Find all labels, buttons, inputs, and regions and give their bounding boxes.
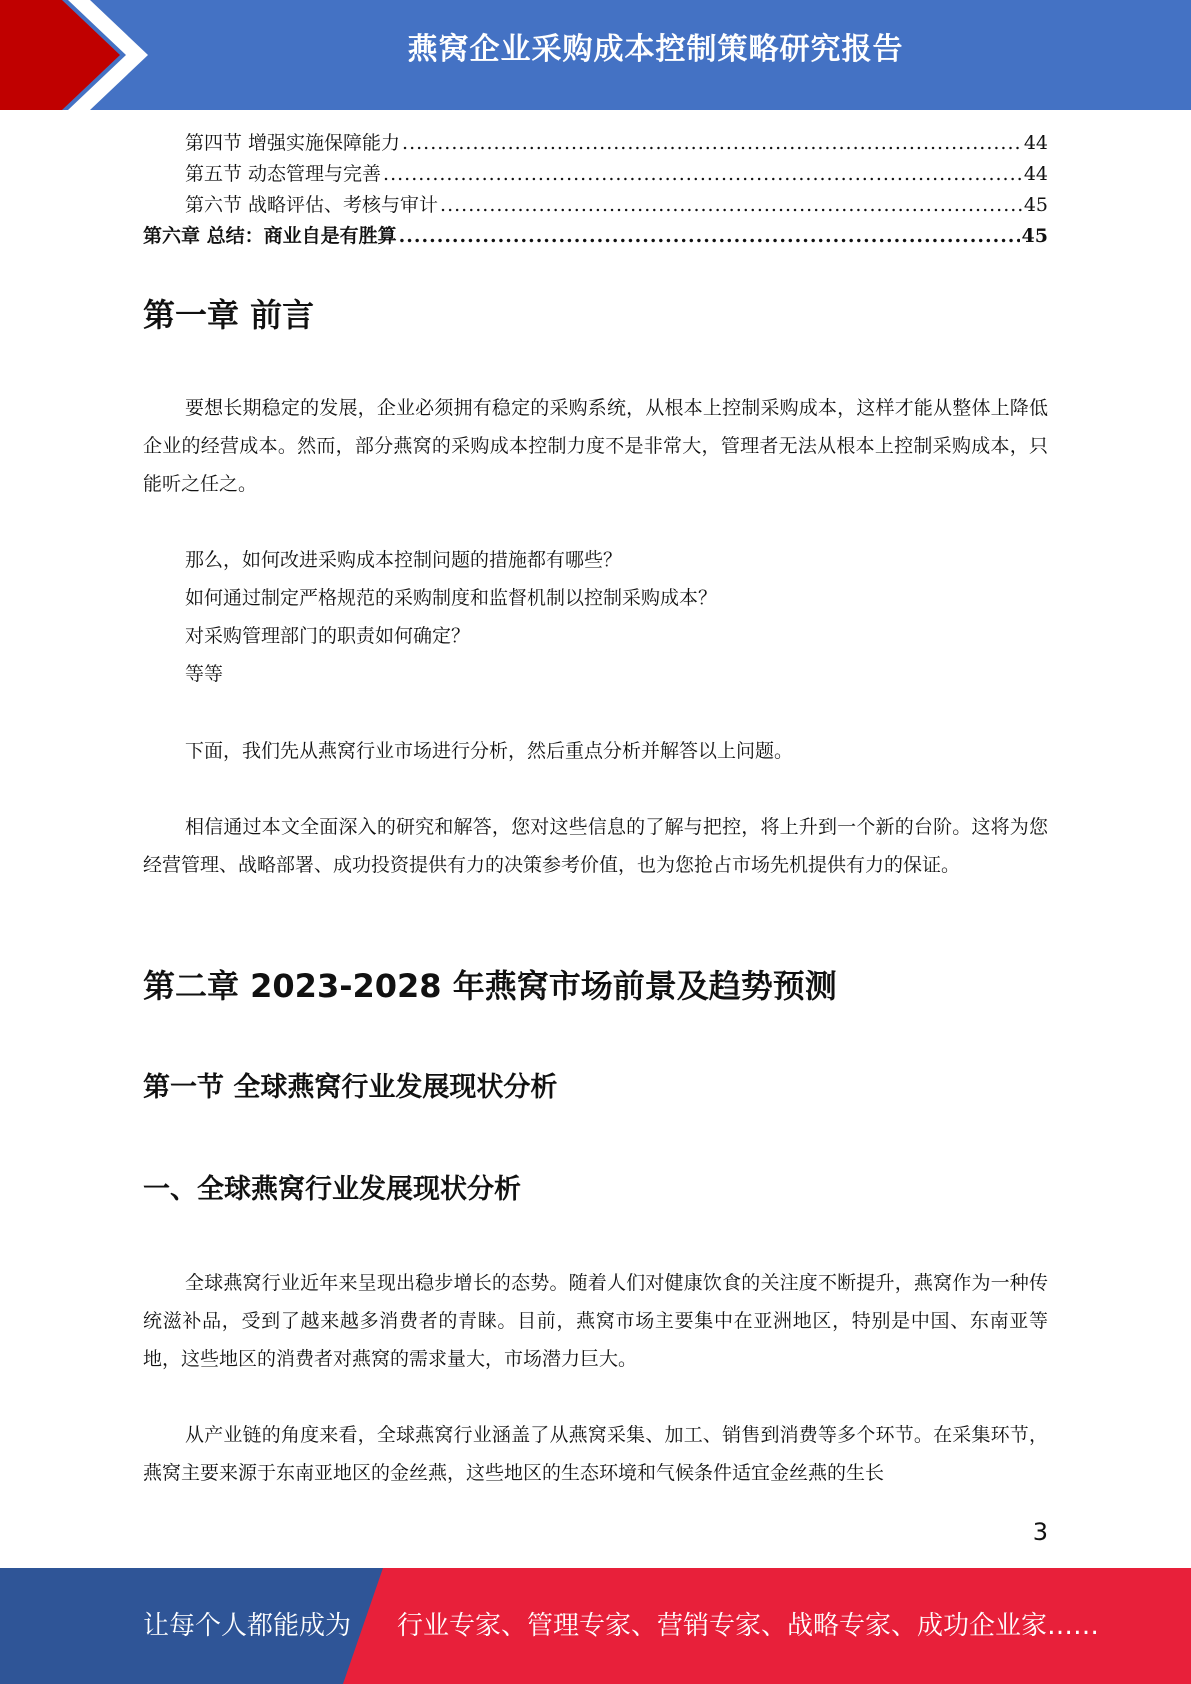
- toc-leader-dots: [402, 128, 1022, 159]
- toc-leader-dots: [399, 221, 1020, 252]
- paragraph: 全球燕窝行业近年来呈现出稳步增长的态势。随着人们对健康饮食的关注度不断提升，燕窝作为一种传统滋补品，受到了越来越多消费者的青睐。目前，燕窝市场主要集中在亚洲地区，特别是中国、东南亚等地，这些地区的消费者对燕窝的需求量大，市场潜力巨大。: [143, 1272, 1048, 1370]
- question-item: 那么，如何改进采购成本控制问题的措施都有哪些？: [185, 549, 623, 571]
- subsection-heading-block: [143, 1172, 1048, 1208]
- toc-entry[interactable]: [143, 190, 1048, 221]
- question-item: 如何通过制定严格规范的采购制度和监督机制以控制采购成本？: [185, 587, 718, 609]
- paragraph: 要想长期稳定的发展，企业必须拥有稳定的采购系统，从根本上控制采购成本，这样才能从整体上降低企业的经营成本。然而，部分燕窝的采购成本控制力度不是非常大，管理者无法从根本上控制采购成本，只能听之任之。: [143, 397, 1048, 495]
- chapter-1-para-3: [143, 808, 1048, 884]
- chapter-1-para-2: [143, 732, 1048, 770]
- section-heading: 第一节 全球燕窝行业发展现状分析: [143, 1072, 558, 1103]
- toc-entry-page: 44: [1023, 132, 1048, 154]
- chapter-2-heading-block: [143, 966, 1048, 1006]
- toc-chapter-entry[interactable]: [143, 221, 1048, 252]
- chapter-2-para-1: [143, 1264, 1048, 1378]
- toc-entry-title: 第四节 增强实施保障能力: [185, 132, 401, 154]
- chapter-1-intro: [143, 389, 1048, 503]
- chapter-1-heading-block: [143, 295, 1048, 335]
- toc-entry-page: 45: [1021, 225, 1048, 247]
- page-header: [0, 0, 1191, 110]
- page-number: 3: [1032, 1518, 1048, 1546]
- toc-entry[interactable]: [143, 128, 1048, 159]
- footer-slogan-left: 让每个人都能成为: [143, 1611, 352, 1641]
- toc-entry-page: 45: [1023, 194, 1048, 216]
- section-heading-block: [143, 1070, 1048, 1106]
- question-list: [143, 541, 1048, 693]
- header-arrow-decoration: [0, 0, 150, 110]
- report-title: 燕窝企业采购成本控制策略研究报告: [407, 32, 904, 67]
- footer-slogan-right: 行业专家、管理专家、营销专家、战略专家、成功企业家……: [397, 1611, 1100, 1641]
- toc-entry-page: 44: [1023, 163, 1048, 185]
- toc-entry[interactable]: [143, 159, 1048, 190]
- question-item: 等等: [185, 663, 224, 685]
- toc-entry-title: 第五节 动态管理与完善: [185, 163, 382, 185]
- page-footer: [0, 1568, 1191, 1684]
- toc-leader-dots: [383, 159, 1022, 190]
- chapter-2-para-2: [143, 1416, 1048, 1492]
- toc-entry-title: 第六节 战略评估、考核与审计: [185, 194, 439, 216]
- toc-leader-dots: [440, 190, 1022, 221]
- subsection-heading: 一、全球燕窝行业发展现状分析: [143, 1174, 521, 1205]
- chapter-heading: 第二章 2023-2028 年燕窝市场前景及趋势预测: [143, 967, 837, 1005]
- paragraph: 相信通过本文全面深入的研究和解答，您对这些信息的了解与把控，将上升到一个新的台阶。这将为您经营管理、战略部署、成功投资提供有力的决策参考价值，也为您抢占市场先机提供有力的保证。: [143, 816, 1048, 876]
- paragraph: 下面，我们先从燕窝行业市场进行分析，然后重点分析并解答以上问题。: [185, 740, 794, 762]
- toc-entry-title: 第六章 总结：商业自是有胜算: [143, 225, 397, 247]
- question-item: 对采购管理部门的职责如何确定？: [185, 625, 471, 647]
- table-of-contents: [143, 128, 1048, 252]
- chapter-heading: 第一章 前言: [143, 296, 315, 334]
- paragraph: 从产业链的角度来看，全球燕窝行业涵盖了从燕窝采集、加工、销售到消费等多个环节。在采集环节，燕窝主要来源于东南亚地区的金丝燕，这些地区的生态环境和气候条件适宜金丝燕的生长: [143, 1424, 1048, 1484]
